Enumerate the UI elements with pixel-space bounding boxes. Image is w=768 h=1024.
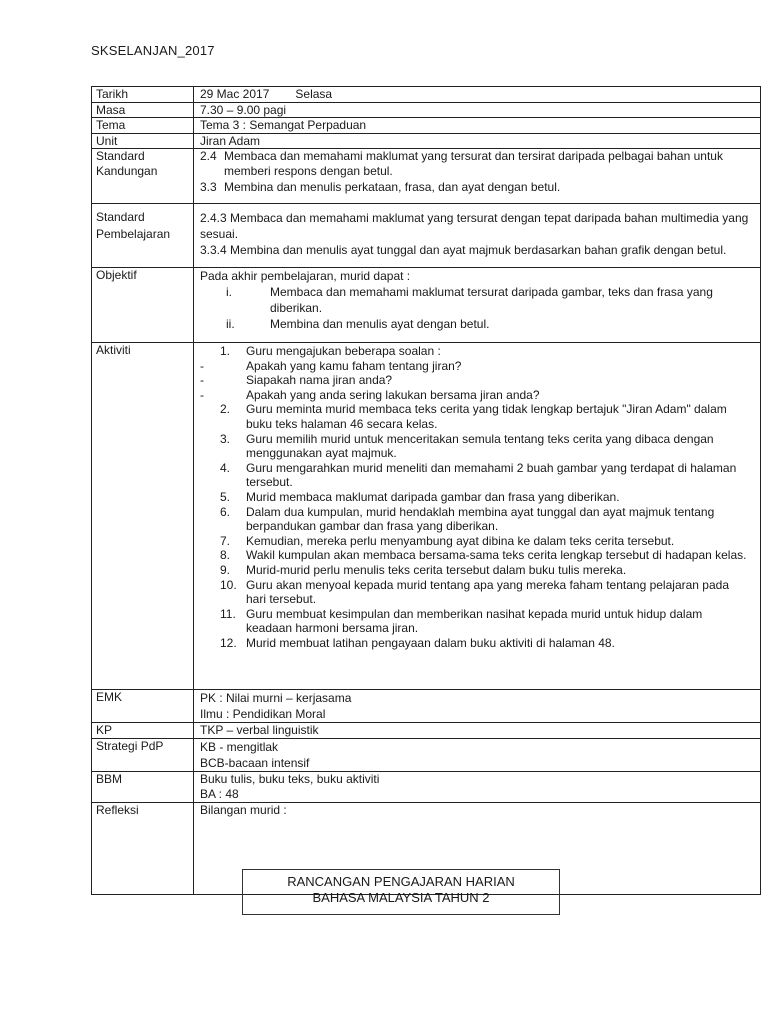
aktiviti-steps <box>200 402 756 650</box>
row-unit <box>92 133 761 149</box>
row-objektif <box>92 268 761 343</box>
row-standard-pembelajaran <box>92 204 761 268</box>
aktiviti-question: - Siapakah nama jiran anda? <box>200 373 393 388</box>
aktiviti-step: 8. Wakil kumpulan akan membaca bersama-sama teks cerita lengkap tersebut di hadapan kelas. <box>220 548 747 563</box>
aktiviti-step: 6. Dalam dua kumpulan, murid hendaklah membina ayat tunggal dan ayat majmuk tentang berpandukan gambar dan frasa yang diberikan. <box>220 504 715 534</box>
label-emk: EMK <box>92 690 194 723</box>
aktiviti-step: 5. Murid membaca maklumat daripada gambar dan frasa yang diberikan. <box>220 489 620 504</box>
label-masa: Masa <box>92 102 194 118</box>
aktiviti-question: - Apakah yang anda sering lakukan bersama jiran anda? <box>200 387 540 402</box>
value-tema: Tema 3 : Semangat Perpaduan <box>194 118 761 134</box>
sp-item: 2.4.3 Membaca dan memahami maklumat yang tersurat dengan tepat daripada bahan multimedia yang sesuai. <box>200 211 749 241</box>
value-refleksi: Bilangan murid : <box>194 803 761 895</box>
aktiviti-step: 9. Murid-murid perlu menulis teks cerita tersebut dalam buku tulis mereka. <box>220 562 627 577</box>
aktiviti-step: 7. Kemudian, mereka perlu menyambung ayat dibina ke dalam teks cerita tersebut. <box>220 533 675 548</box>
aktiviti-questions <box>200 359 756 403</box>
day-value: Selasa <box>295 87 333 101</box>
value-aktiviti <box>194 343 761 690</box>
objektif-intro: Pada akhir pembelajaran, murid dapat : <box>200 269 411 283</box>
objektif-item: ii. Membina dan menulis ayat dengan betul. <box>226 317 490 331</box>
label-standard-kandungan: Standard Kandungan <box>92 149 194 204</box>
row-standard-kandungan <box>92 149 761 204</box>
value-standard-kandungan <box>194 149 761 204</box>
school-code-header: SKSELANJAN_2017 <box>91 43 215 58</box>
aktiviti-step: 4. Guru mengarahkan murid meneliti dan memahami 2 buah gambar yang terdapat di halaman tersebut. <box>220 460 737 490</box>
row-masa <box>92 102 761 118</box>
sk-item: 3.3 Membina dan menulis perkataan, frasa, dan ayat dengan betul. <box>200 180 561 194</box>
value-objektif <box>194 268 761 343</box>
label-refleksi: Refleksi <box>92 803 194 895</box>
aktiviti-step: 3. Guru memilih murid untuk menceritakan semula tentang teks cerita yang dibaca dengan menggunakan ayat majmuk. <box>220 431 714 461</box>
value-unit: Jiran Adam <box>194 133 761 149</box>
row-emk <box>92 690 761 723</box>
sp-item: 3.3.4 Membina dan menulis ayat tunggal dan ayat majmuk berdasarkan bahan grafik dengan betul. <box>200 243 727 257</box>
label-standard-pembelajaran: Standard Pembelajaran <box>92 204 194 268</box>
row-bbm <box>92 772 761 803</box>
lesson-plan-table <box>91 86 761 895</box>
label-unit: Unit <box>92 133 194 149</box>
value-standard-pembelajaran <box>194 204 761 268</box>
label-strategi: Strategi PdP <box>92 739 194 772</box>
aktiviti-step: 11. Guru membuat kesimpulan dan memberikan nasihat kepada murid untuk hidup dalam keadaan harmoni bersama jiran. <box>220 606 703 636</box>
value-tarikh <box>194 87 761 103</box>
objektif-item: i. Membaca dan memahami maklumat tersurat daripada gambar, teks dan frasa yang diberikan. <box>226 285 713 315</box>
row-tarikh <box>92 87 761 103</box>
value-strategi: KB - mengitlak BCB-bacaan intensif <box>194 739 761 772</box>
date-value: 29 Mac 2017 <box>200 87 270 101</box>
row-strategi <box>92 739 761 772</box>
row-aktiviti <box>92 343 761 690</box>
label-tarikh: Tarikh <box>92 87 194 103</box>
value-bbm: Buku tulis, buku teks, buku aktiviti BA : 48 <box>194 772 761 803</box>
footer-title-line-2: BAHASA MALAYSIA TAHUN 2 <box>312 890 490 905</box>
label-tema: Tema <box>92 118 194 134</box>
sk-item: 2.4 Membaca dan memahami maklumat yang tersurat dan tersirat daripada pelbagai bahan untuk memberi respons dengan betul. <box>200 149 723 178</box>
label-aktiviti: Aktiviti <box>92 343 194 690</box>
label-kp: KP <box>92 723 194 739</box>
label-objektif: Objektif <box>92 268 194 343</box>
value-kp: TKP – verbal linguistik <box>194 723 761 739</box>
aktiviti-step: 12. Murid membuat latihan pengayaan dalam buku aktiviti di halaman 48. <box>220 635 615 650</box>
aktiviti-step: 10. Guru akan menyoal kepada murid tentang apa yang mereka faham tentang pelajaran pada hari tersebut. <box>220 577 729 607</box>
value-emk: PK : Nilai murni – kerjasama Ilmu : Pendidikan Moral <box>194 690 761 723</box>
aktiviti-step: 2. Guru meminta murid membaca teks cerita yang tidak lengkap bertajuk "Jiran Adam" dalam buku teks halaman 46 secara kelas. <box>220 402 727 431</box>
aktiviti-step: 1. Guru mengajukan beberapa soalan : <box>220 344 441 358</box>
footer-title-box <box>242 869 560 915</box>
row-tema <box>92 118 761 134</box>
footer-title-line-1: RANCANGAN PENGAJARAN HARIAN <box>287 874 515 889</box>
label-bbm: BBM <box>92 772 194 803</box>
row-kp <box>92 723 761 739</box>
aktiviti-question: - Apakah yang kamu faham tentang jiran? <box>200 358 462 373</box>
value-masa: 7.30 – 9.00 pagi <box>194 102 761 118</box>
